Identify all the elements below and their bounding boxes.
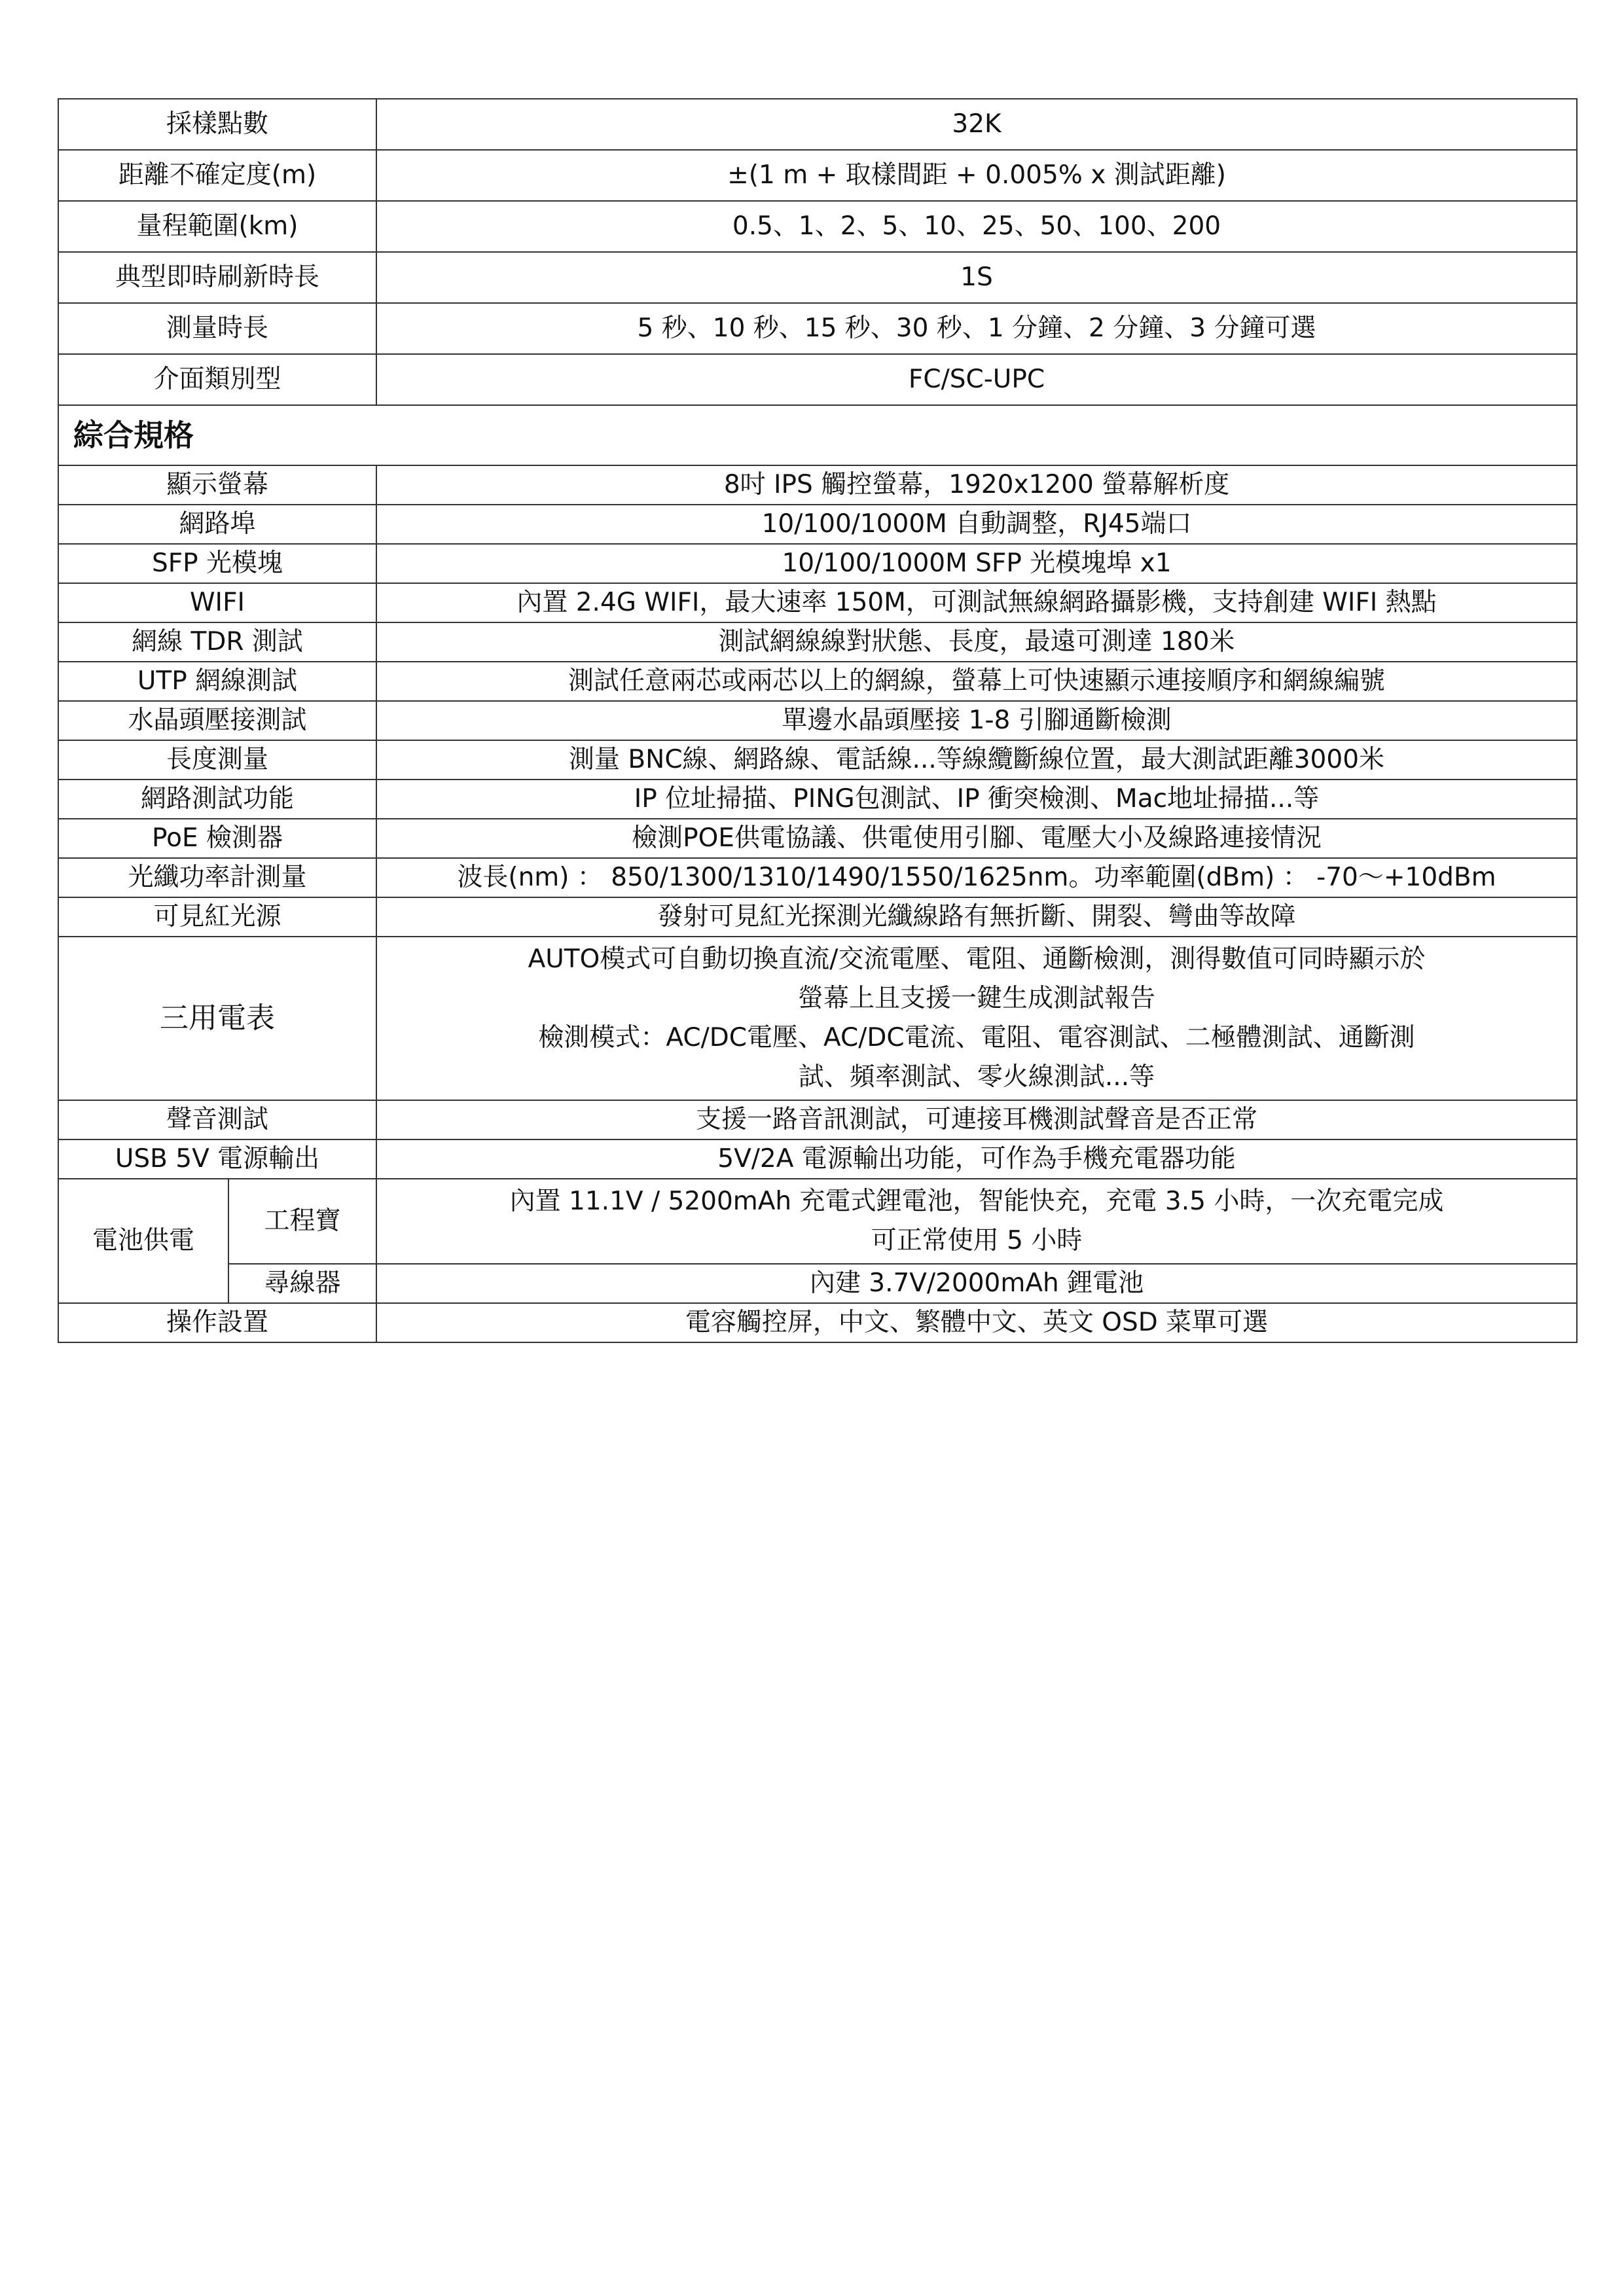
spec-label: 顯示螢幕 <box>58 465 376 505</box>
spec-label: 長度測量 <box>58 740 376 780</box>
table-row <box>58 1264 1577 1303</box>
table-row <box>58 505 1577 544</box>
spec-table <box>58 98 1578 1343</box>
spec-label: 操作設置 <box>58 1303 376 1342</box>
spec-label: SFP 光模塊 <box>58 544 376 583</box>
battery-line: 可正常使用 5 小時 <box>871 1226 1083 1255</box>
spec-value: 內置 2.4G WIFI，最大速率 150M，可測試無線網路攝影機，支持創建 WIFI 熱點 <box>376 583 1577 622</box>
battery-label: 電池供電 <box>58 1179 228 1303</box>
table-row <box>58 780 1577 819</box>
spec-value: 單邊水晶頭壓接 1-8 引腳通斷檢測 <box>376 701 1577 740</box>
spec-value <box>376 1179 1577 1264</box>
table-row <box>58 1100 1577 1139</box>
spec-value: 內建 3.7V/2000mAh 鋰電池 <box>376 1264 1577 1303</box>
table-row <box>58 622 1577 662</box>
table-row <box>58 252 1577 303</box>
spec-label: 典型即時刷新時長 <box>58 252 376 303</box>
spec-label: 網路埠 <box>58 505 376 544</box>
table-row <box>58 858 1577 897</box>
spec-value: 8吋 IPS 觸控螢幕，1920x1200 螢幕解析度 <box>376 465 1577 505</box>
multimeter-line: 螢幕上且支援一鍵生成測試報告 <box>798 984 1156 1013</box>
spec-value: 檢測POE供電協議、供電使用引腳、電壓大小及線路連接情況 <box>376 819 1577 858</box>
spec-label: 距離不確定度(m) <box>58 150 376 201</box>
spec-value: FC/SC-UPC <box>376 354 1577 405</box>
spec-label: 量程範圍(km) <box>58 201 376 252</box>
spec-label: 採樣點數 <box>58 99 376 150</box>
spec-value <box>376 937 1577 1100</box>
table-row <box>58 662 1577 701</box>
table-row <box>58 937 1577 1100</box>
spec-value: 0.5、1、2、5、10、25、50、100、200 <box>376 201 1577 252</box>
table-row <box>58 201 1577 252</box>
spec-value: 波長(nm) ： 850/1300/1310/1490/1550/1625nm。功率範圍(dBm) ： -70～+10dBm <box>376 858 1577 897</box>
spec-value: 發射可見紅光探測光纖線路有無折斷、開裂、彎曲等故障 <box>376 897 1577 937</box>
spec-value: 5 秒、10 秒、15 秒、30 秒、1 分鐘、2 分鐘、3 分鐘可選 <box>376 303 1577 354</box>
table-row <box>58 897 1577 937</box>
multimeter-line: AUTO模式可自動切換直流/交流電壓、電阻、通斷檢測，測得數值可同時顯示於 <box>528 944 1426 974</box>
table-row <box>58 740 1577 780</box>
table-row <box>58 701 1577 740</box>
table-row <box>58 303 1577 354</box>
table-row <box>58 1179 1577 1264</box>
battery-main-unit-label: 工程寶 <box>228 1179 376 1264</box>
table-row <box>58 544 1577 583</box>
multimeter-line: 檢測模式：AC/DC電壓、AC/DC電流、電阻、電容測試、二極體測試、通斷測 <box>538 1023 1415 1052</box>
spec-label: 可見紅光源 <box>58 897 376 937</box>
spec-value: 電容觸控屏，中文、繁體中文、英文 OSD 菜單可選 <box>376 1303 1577 1342</box>
spec-label: USB 5V 電源輸出 <box>58 1139 376 1179</box>
spec-value: 測試網線線對狀態、長度，最遠可測達 180米 <box>376 622 1577 662</box>
spec-label: 光纖功率計測量 <box>58 858 376 897</box>
spec-label: 測量時長 <box>58 303 376 354</box>
table-row <box>58 1303 1577 1342</box>
spec-value: 32K <box>376 99 1577 150</box>
battery-tracer-label: 尋線器 <box>228 1264 376 1303</box>
spec-value: 10/100/1000M SFP 光模塊埠 x1 <box>376 544 1577 583</box>
spec-value: IP 位址掃描、PING包測試、IP 衝突檢測、Mac地址掃描...等 <box>376 780 1577 819</box>
table-row <box>58 99 1577 150</box>
spec-label: 網線 TDR 測試 <box>58 622 376 662</box>
spec-label: 三用電表 <box>58 937 376 1100</box>
section-header <box>58 405 1577 465</box>
spec-label: 聲音測試 <box>58 1100 376 1139</box>
spec-value: 1S <box>376 252 1577 303</box>
spec-label: 水晶頭壓接測試 <box>58 701 376 740</box>
table-row <box>58 354 1577 405</box>
section-title: 綜合規格 <box>58 405 1577 465</box>
table-row <box>58 465 1577 505</box>
table-row <box>58 583 1577 622</box>
table-row <box>58 150 1577 201</box>
spec-value: 支援一路音訊測試，可連接耳機測試聲音是否正常 <box>376 1100 1577 1139</box>
multimeter-line: 試、頻率測試、零火線測試...等 <box>798 1062 1155 1092</box>
spec-label: PoE 檢測器 <box>58 819 376 858</box>
spec-label: 介面類別型 <box>58 354 376 405</box>
table-row <box>58 819 1577 858</box>
spec-value: ±(1 m + 取樣間距 + 0.005% x 測試距離) <box>376 150 1577 201</box>
table-row <box>58 1139 1577 1179</box>
spec-value: 測量 BNC線、網路線、電話線...等線纜斷線位置，最大測試距離3000米 <box>376 740 1577 780</box>
spec-label: 網路測試功能 <box>58 780 376 819</box>
spec-label: UTP 網線測試 <box>58 662 376 701</box>
battery-line: 內置 11.1V / 5200mAh 充電式鋰電池，智能快充，充電 3.5 小時，一次充電完成 <box>509 1187 1444 1216</box>
spec-value: 5V/2A 電源輸出功能，可作為手機充電器功能 <box>376 1139 1577 1179</box>
spec-value: 測試任意兩芯或兩芯以上的網線，螢幕上可快速顯示連接順序和網線編號 <box>376 662 1577 701</box>
spec-label: WIFI <box>58 583 376 622</box>
spec-value: 10/100/1000M 自動調整，RJ45端口 <box>376 505 1577 544</box>
